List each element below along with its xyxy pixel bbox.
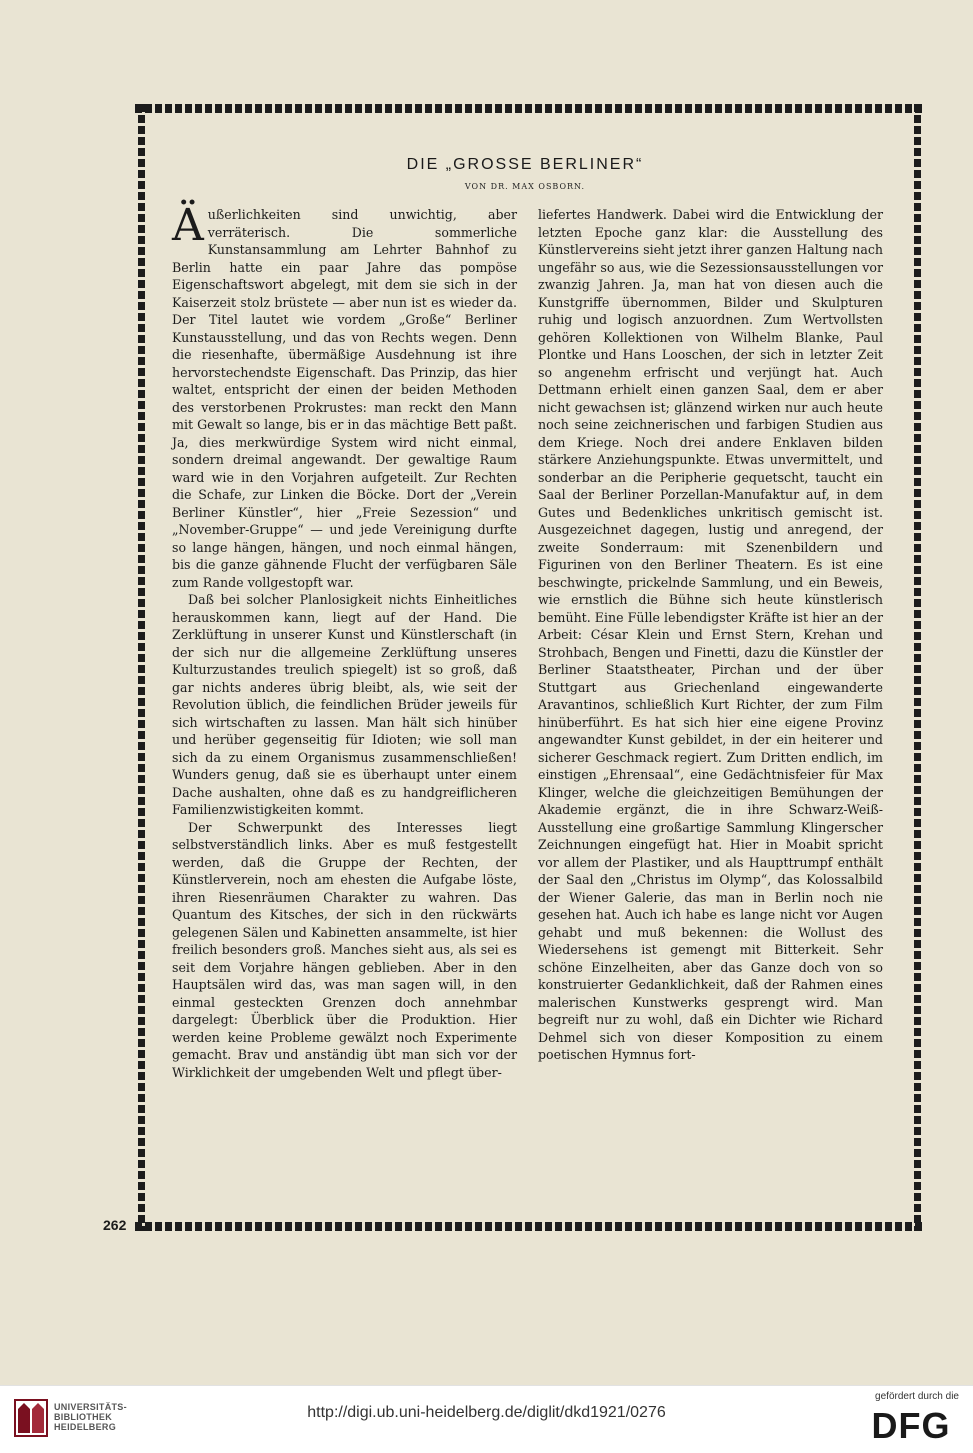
- digitization-footer: [0, 1385, 973, 1453]
- permalink-url[interactable]: http://digi.ub.uni-heidelberg.de/diglit/dkd1921/0276: [307, 1404, 666, 1421]
- paragraph: Der Schwerpunkt des Interesses liegt selbstverständlich links. Aber es muß festgestellt werden, daß die Gruppe der Rechten, der Künstlerverein, noch am ehesten die Aufgabe löste, ihren Riesenräumen Charakter zu wahren. Das Quantum des Kitsches, der sich in den rückwärts gelegenen Sälen und Kabinetten ansammelte, ist hier freilich besonders groß. Manches sieht aus, als sei es seit dem Vorjahre hängen geblieben. Aber in den Hauptsälen wird das, was man sagen will, in den einmal gesteckten Grenzen doch annehmbar dargelegt: Überblick über die Produktion. Hier werden keine Probleme gewälzt noch Experimente gemacht. Brav und anständig übt man sich vor der Wirklichkeit der umgebenden Welt und pflegt über-: [172, 819, 517, 1080]
- left-column: [172, 200, 517, 1081]
- svg-text:DFG: DFG: [871, 1405, 951, 1444]
- paragraph: Daß bei solcher Planlosigkeit nichts Einheitliches herauskommen kann, liegt auf der Hand. Die Zerklüftung in unserer Kunst und Künstlerschaft (in der sich nur die allgemeine Zerklüftung unseres Kulturzustandes treulich spiegelt) ist so groß, daß gar nichts anderes übrig bleibt, als, wie seit der Revolution üblich, die feindlichen Brüder jeweils für sich wirtschaften zu lassen. Man hält sich hinüber und herüber gegenseitig für Idioten; wie soll man sich da zu einem Organismus zusammenschließen! Wunders genug, daß sie es überhaupt unter einem Dache aushalten, ohne daß es zu handgreiflicheren Familienzwistigkeiten kommt.: [172, 592, 517, 817]
- article-title: DIE „GROSSE BERLINER“: [406, 156, 644, 173]
- sponsor-text: gefördert durch die: [875, 1391, 959, 1402]
- paragraph: liefertes Handwerk. Dabei wird die Entwicklung der letzten Epoche ganz klar: die Ausstellung des Künstlervereins sieht jetzt ihrer ganzen Haltung nach ungefähr so aus, wie die Sezessionsausstellungen vor zwanzig Jahren. Ja, man hat von diesen auch die Kunstgriffe übernommen, Bilder und Skulpturen ruhig und logisch anzuordnen. Zum Wertvollsten gehören Kollektionen von Wilhelm Blanke, Paul Plontke und Hans Looschen, der sich in letzter Zeit so angenehm erfrischt und verjüngt hat. Auch Dettmann erhielt einen ganzen Saal, dem er aber nicht gewachsen ist; glänzend wirken nur auch heute noch seine zeichnerischen und farbigen Studien aus dem Kriege. Noch drei andere Enklaven bilden stärkere Anziehungspunkte. Etwas unvermittelt, und sonderbar an die Peripherie gequetscht, taucht ein Saal der Berliner Porzellan-Manufaktur auf, in dem Gutes und Bedenkliches unkritisch gemischt ist. Ausgezeichnet dagegen, lustig und anregend, der zweite Sonderraum: mit Szenenbildern und Figurinen von den Berliner Theatern. Es ist eine beschwingte, prickelnde Sammlung, und ein Beweis, wie ernstlich die Bühne sich heute künstlerisch bemüht. Eine Fülle lebendigster Kräfte ist hier an der Arbeit: César Klein und Ernst Stern, Krehan und Strohbach, Bengen und Finetti, dazu die Künstler der Berliner Staatstheater, Pirchan und der über Stuttgart aus Griechenland eingewanderte Aravantinos, schließlich Kurt Richter, der zum Film hinüberführt. Es hat sich hier eine eigene Provinz angewandter Kunst gebildet, in der ein heiterer und sicherer Geschmack regiert. Zum Dritten endlich, im einstigen „Ehrensaal“, eine Gedächtnisfeier für Max Klinger, welche die gleichzeitigen Bemühungen der Akademie ergänzt, die in ihre Schwarz-Weiß-Ausstellung eine großartige Sammlung Klingerscher Zeichnungen eingefügt hat. Hier in Moabit spricht vor allem der Plastiker, und als Haupttrumpf enthält der Saal den „Christus im Olymp“, das Kolossalbild der Wiener Galerie, das man in Berlin noch nie gesehen hat. Auch ich habe es lange nicht vor Augen gehabt und muß bekennen: die Wollust des Wiedersehens ist gemengt mit Bitterkeit. Sehr schöne Einzelheiten, aber das Ganze doch von so konstruierter Gedanklichkeit, daß der Rahmen eines malerischen Kunstwerks gesprengt wird. Man begreift nur zu wohl, daß ein Dichter wie Richard Dehmel sich von dieser Komposition zu einem poetischen Hymnus fort-: [538, 207, 883, 1062]
- bottom-ornamental-border: [135, 1222, 925, 1231]
- article-byline: VON DR. MAX OSBORN.: [464, 182, 586, 191]
- top-ornamental-border: [135, 104, 925, 113]
- right-column: [538, 206, 883, 1064]
- page-number: 262: [103, 1217, 127, 1233]
- right-ornamental-border: [914, 104, 921, 1231]
- paragraph: Äußerlichkeiten sind unwichtig, aber verräterisch. Die sommerliche Kunstansammlung am Lehrter Bahnhof zu Berlin hatte ein paar Jahre das pompöse Eigenschaftswort abgelegt, mit dem sie sich in der Kaiserzeit stolz brüstete — aber nun ist es wieder da. Der Titel lautet wie vordem „Große“ Berliner Kunstausstellung, und das von Rechts wegen. Denn die riesenhafte, übermäßige Ausdehnung ist ihre hervorstechendste Eigenschaft. Das Prinzip, das hier waltet, entspricht der einen der beiden Methoden des verstorbenen Prokrustes: man reckt den Mann mit Gewalt so lange, bis er in das mächtige Bett paßt. Ja, dies merkwürdige System wird nicht einmal, sondern dreimal angewandt. Der gewaltige Raum ward wie in den Vorjahren aufgeteilt. Zur Rechten die Schafe, zur Linken die Böcke. Dort der „Verein Berliner Künstler“, hier „Freie Sezession“ und „November-Gruppe“ — und jede Vereinigung durfte so lange hängen, hängen, und noch einmal hängen, bis die ganze gähnende Flucht der verfügbaren Säle zum Rande vollgestopft war.: [172, 200, 517, 590]
- left-ornamental-border: [138, 104, 145, 1231]
- dfg-logo-icon: [863, 1404, 959, 1444]
- drop-cap: Ä: [172, 200, 204, 251]
- institution-name: UNIVERSITÄTS- BIBLIOTHEK HEIDELBERG: [54, 1402, 127, 1432]
